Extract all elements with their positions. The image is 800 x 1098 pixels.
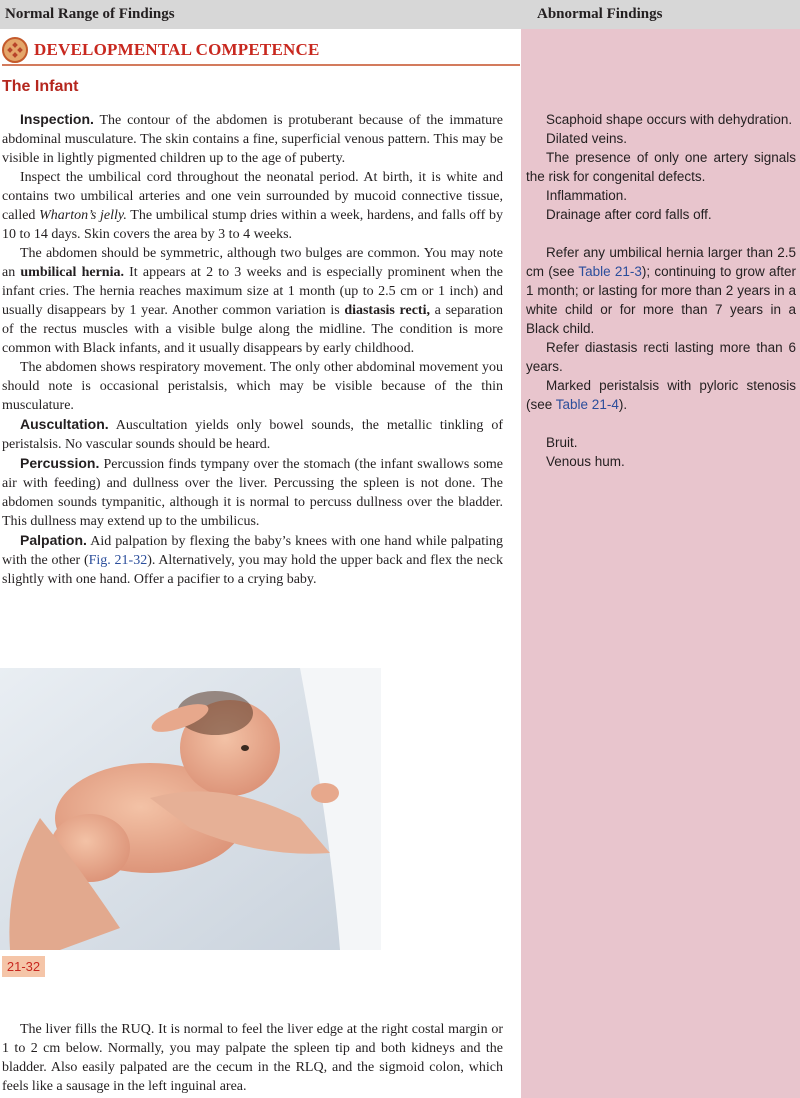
abnormal-item: Inflammation. bbox=[546, 188, 628, 203]
paragraph-auscultation: Auscultation. Auscultation yields only bowel sounds, the metallic tinkling of peristalsis. No vascular sounds should be heard. bbox=[2, 416, 503, 452]
paragraph-percussion: Percussion. Percussion finds tympany over the stomach (the infant swallows some air with feeding) and dullness over the liver. Percussing the spleen is not done. The abdomen sounds tympanitic, although it is normal to percuss dullness over the bladder. This dullness may extend up to the umbilicus. bbox=[2, 455, 503, 529]
paragraph-inspection: Inspection. The contour of the abdomen is protuberant because of the immature abdominal musculature. The skin contains a fine, superficial venous pattern. This may be visible in lightly pigmented children up to the age of puberty. bbox=[2, 111, 503, 166]
figure-link[interactable]: Fig. 21-32 bbox=[88, 553, 148, 568]
paragraph-respiratory-movement: The abdomen shows respiratory movement. The only other abdominal movement you should note is occasional peristalsis, which may be visible because of the thin musculature. bbox=[2, 360, 503, 413]
table-link[interactable]: Table 21-3 bbox=[578, 264, 642, 279]
spacer bbox=[526, 224, 796, 243]
abnormal-item: Refer diastasis recti lasting more than 6 years. bbox=[526, 340, 796, 374]
section-heading bbox=[2, 37, 319, 63]
developmental-competence-icon bbox=[2, 37, 28, 63]
abnormal-item: Bruit. bbox=[546, 435, 578, 450]
abnormal-item: Marked peristalsis with pyloric stenosis (see Table 21-4). bbox=[526, 378, 796, 412]
page-header bbox=[0, 0, 800, 29]
paragraph-palpation: Palpation. Aid palpation by flexing the baby’s knees with one hand while palpating with the other (Fig. 21-32). Alternatively, you may hold the upper back and flex the neck slightly with one hand. Offer a pacifier to a crying baby. bbox=[2, 532, 504, 587]
abnormal-item: Dilated veins. bbox=[546, 131, 628, 146]
header-abnormal-findings: Abnormal Findings bbox=[537, 6, 663, 22]
abnormal-item: Drainage after cord falls off. bbox=[546, 207, 712, 222]
header-normal-findings: Normal Range of Findings bbox=[5, 6, 175, 22]
liver-paragraph: The liver fills the RUQ. It is normal to feel the liver edge at the right costal margin or 1 to 2 cm below. Normally, you may palpate the spleen tip and both kidneys and the bladder. Also easily palpated are the cecum in the RLQ, and the sigmoid colon, which feels like a sausage in the left inguinal area. bbox=[2, 1022, 503, 1094]
normal-findings-text bbox=[2, 110, 503, 589]
paragraph-umbilical-cord: Inspect the umbilical cord throughout the neonatal period. At birth, it is white and contains two umbilical arteries and one vein surrounded by mucoid connective tissue, called Wharton’s jelly. The umbilical stump dries within a week, hardens, and falls off by 10 to 14 days. Skin covers the area by 3 to 4 weeks. bbox=[2, 170, 503, 242]
infant-palpation-photo bbox=[0, 668, 381, 950]
section-divider bbox=[2, 64, 520, 66]
subsection-title: The Infant bbox=[2, 78, 79, 95]
abnormal-item: Scaphoid shape occurs with dehydration. bbox=[546, 112, 793, 127]
paragraph-symmetry: The abdomen should be symmetric, although two bulges are common. You may note an umbilical hernia. It appears at 2 to 3 weeks and is especially prominent when the infant cries. The hernia reaches maximum size at 1 month (up to 2.5 cm or 1 inch) and usually disappears by 1 year. Another common variation is diastasis recti, a separation of the rectus muscles with a visible bulge along the midline. The condition is more common with Black infants, and it usually disappears by early childhood. bbox=[2, 246, 503, 356]
abnormal-item: The presence of only one artery signals the risk for congenital defects. bbox=[526, 150, 796, 184]
abnormal-item: Venous hum. bbox=[546, 454, 625, 469]
table-link[interactable]: Table 21-4 bbox=[555, 397, 619, 412]
section-title: DEVELOPMENTAL COMPETENCE bbox=[34, 40, 320, 59]
abnormal-findings-text bbox=[526, 110, 796, 471]
spacer bbox=[526, 414, 796, 433]
figure-label: 21-32 bbox=[2, 956, 45, 977]
abnormal-item: Refer any umbilical hernia larger than 2.5 cm (see Table 21-3); continuing to grow after 1 month; or lasting for more than 2 years in a white child or for more than 7 years in a Black child. bbox=[526, 245, 797, 336]
